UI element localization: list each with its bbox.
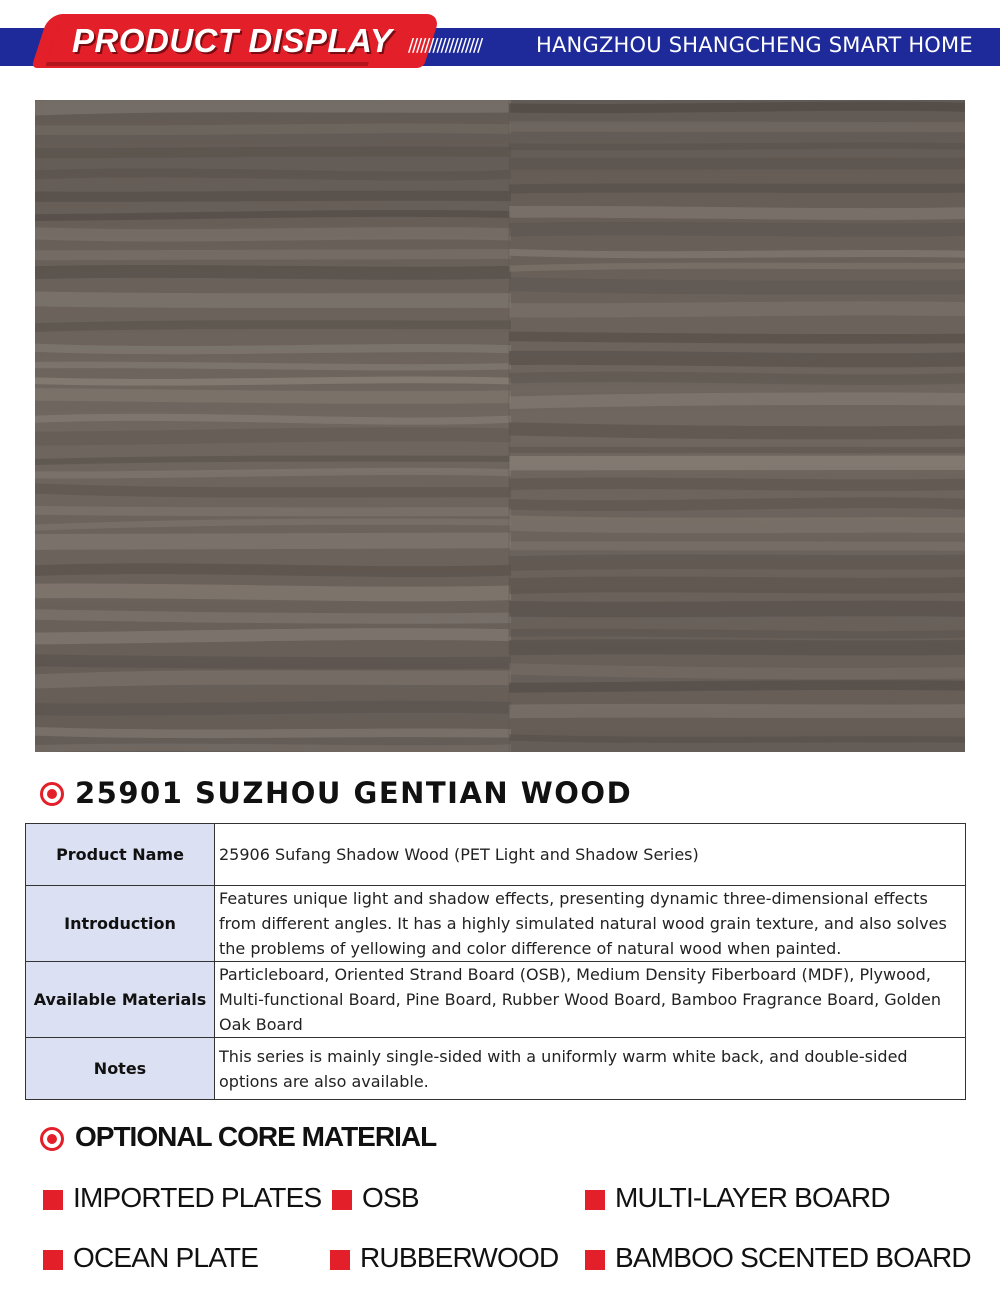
core-material-heading-text: OPTIONAL CORE MATERIAL — [75, 1121, 437, 1152]
red-square-bullet-icon — [332, 1190, 352, 1210]
table-row — [26, 1038, 966, 1100]
wood-grain-texture — [35, 100, 965, 752]
red-square-bullet-icon — [43, 1250, 63, 1270]
spec-key: Notes — [26, 1038, 215, 1100]
red-circle-bullet-icon — [40, 782, 64, 806]
core-item-label: BAMBOO SCENTED BOARD — [615, 1242, 971, 1273]
core-item-label: IMPORTED PLATES — [73, 1182, 322, 1213]
spec-value: This series is mainly single-sided with a uniformly warm white back, and double-sided options are also available. — [215, 1038, 966, 1100]
table-row — [26, 962, 966, 1038]
spec-key: Available Materials — [26, 962, 215, 1038]
core-item-label: OCEAN PLATE — [73, 1242, 259, 1273]
wood-sample-image — [35, 100, 965, 752]
banner-title: PRODUCT DISPLAY — [72, 22, 393, 59]
table-row — [26, 824, 966, 886]
core-item-label: OSB — [362, 1182, 419, 1213]
red-square-bullet-icon — [330, 1250, 350, 1270]
spec-value: Features unique light and shadow effects, presenting dynamic three-dimensional effects from different angles. It has a highly simulated natural wood grain texture, and also solves the problems of yellowing and color difference of natural wood when painted. — [215, 886, 966, 962]
spec-value: Particleboard, Oriented Strand Board (OSB), Medium Density Fiberboard (MDF), Plywood, Multi-functional Board, Pine Board, Rubber Wood Board, Bamboo Fragrance Board, Golden Oak Board — [215, 962, 966, 1038]
red-square-bullet-icon — [585, 1250, 605, 1270]
red-square-bullet-icon — [43, 1190, 63, 1210]
spec-value: 25906 Sufang Shadow Wood (PET Light and Shadow Series) — [215, 824, 966, 886]
red-square-bullet-icon — [585, 1190, 605, 1210]
table-row — [26, 886, 966, 962]
red-circle-bullet-icon — [40, 1127, 64, 1151]
core-item-label: MULTI-LAYER BOARD — [615, 1182, 890, 1213]
banner-slash-decoration: ////////////////// — [408, 35, 482, 56]
core-item-label: RUBBERWOOD — [360, 1242, 559, 1273]
spec-key: Product Name — [26, 824, 215, 886]
product-heading-text: 25901 SUZHOU GENTIAN WOOD — [75, 776, 633, 810]
spec-key: Introduction — [26, 886, 215, 962]
header-banner — [0, 0, 1000, 80]
company-name: HANGZHOU SHANGCHENG SMART HOME — [536, 33, 973, 57]
product-spec-table — [25, 823, 966, 1100]
